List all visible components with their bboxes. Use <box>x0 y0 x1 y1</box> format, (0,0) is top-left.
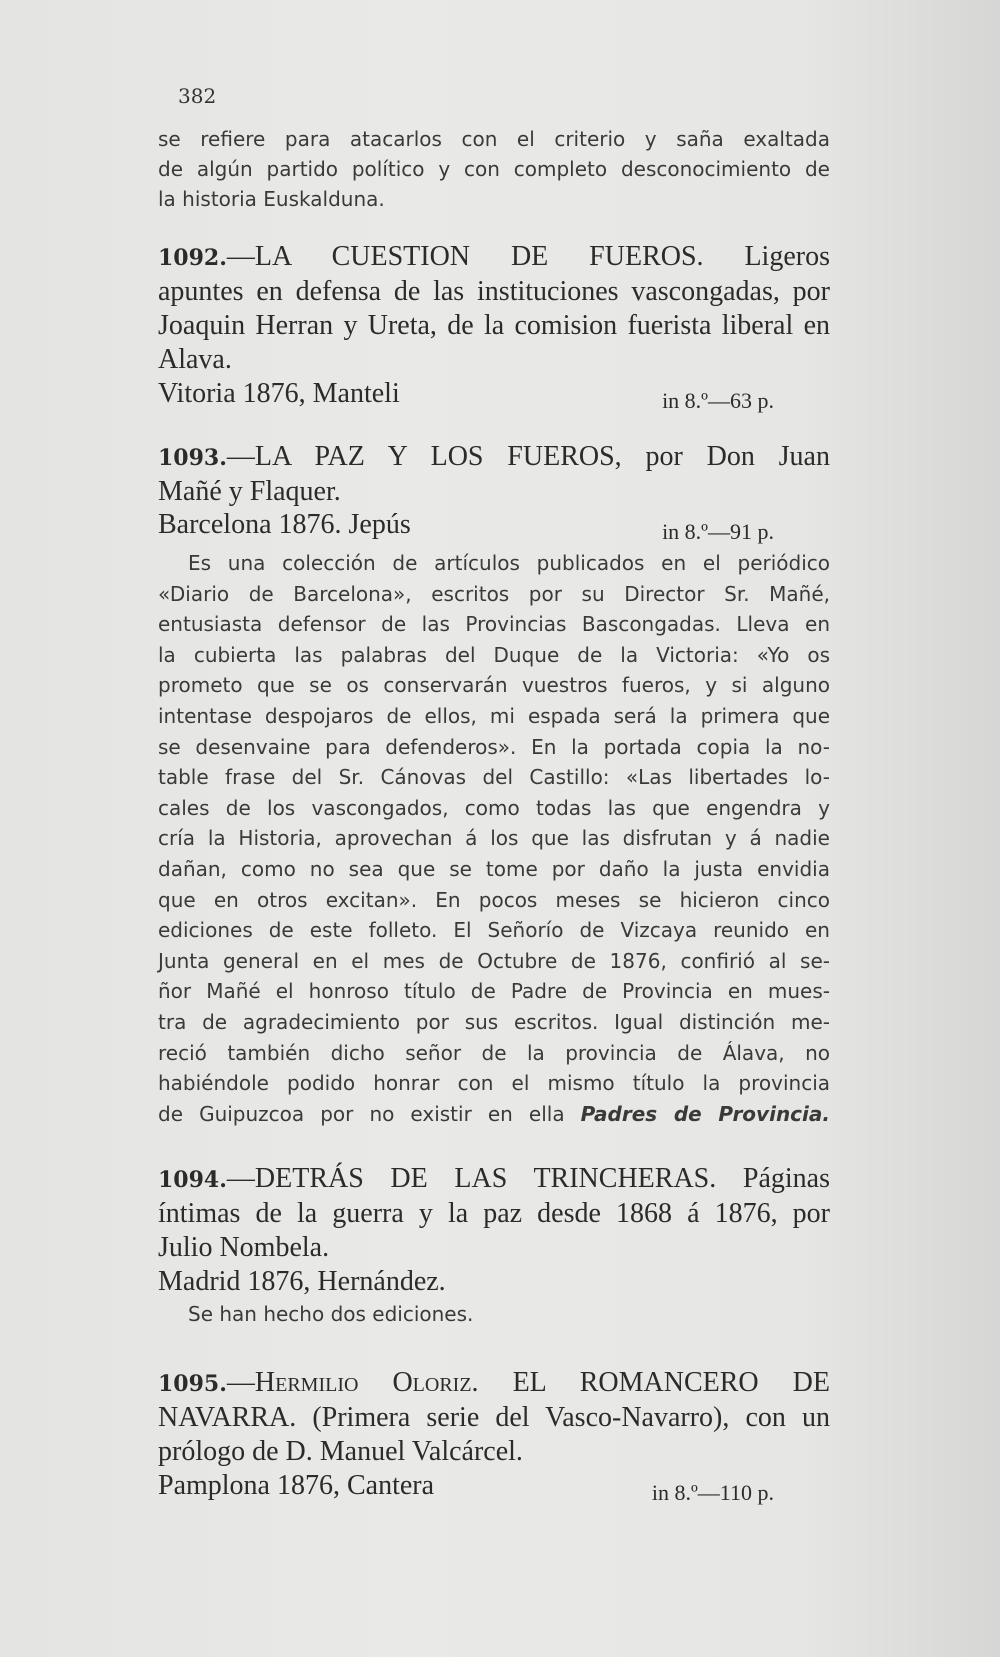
entry-line: prólogo de D. Manuel Valcárcel. <box>158 1436 523 1467</box>
entry-imprint: Pamplona 1876, Cantera <box>158 1470 435 1501</box>
entry-number: 1094. <box>158 1167 227 1193</box>
note-line: cales de los vascongados, como todas las que engendra y <box>158 795 830 820</box>
note-line: habiéndole podido honrar con el mismo título la provincia <box>158 1071 830 1096</box>
note-line: la cubierta las palabras del Duque de la Victoria: «Yo os <box>158 642 830 667</box>
note-line: dañan, como no sea que se tome por daño la justa envidia <box>158 856 830 881</box>
entry-line: NAVARRA. (Primera serie del Vasco-Navarro), con un <box>158 1402 830 1433</box>
intro-line: la historia Euskalduna. <box>158 187 385 211</box>
note-line: se desenvaine para defenderos». En la portada copia la no- <box>158 734 830 759</box>
note-line: cría la Historia, aprovechan á los que las disfrutan y á nadie <box>158 826 830 851</box>
intro-paragraph <box>158 124 830 214</box>
note-line: «Diario de Barcelona», escritos por su Director Sr. Mañé, <box>158 581 830 606</box>
entry-1092 <box>158 240 830 412</box>
entry-imprint: Madrid 1876, Hernández. <box>158 1266 446 1297</box>
note-line: prometo que se os conservarán vuestros fueros, y si alguno <box>158 673 830 698</box>
note-line: que en otros excitan». En pocos meses se hicieron cinco <box>158 887 830 912</box>
entry-1094 <box>158 1162 830 1299</box>
entry-number: 1092. <box>158 245 227 271</box>
note-line: reció también dicho señor de la provincia de Álava, no <box>158 1040 830 1065</box>
entry-imprint: Vitoria 1876, Manteli <box>158 378 400 409</box>
intro-line: se refiere para atacarlos con el criterio y saña exaltada <box>158 127 830 151</box>
entry-imprint-row <box>158 508 830 542</box>
page-number: 382 <box>178 84 217 108</box>
entry-title-line <box>158 1162 830 1197</box>
entry-1095 <box>158 1366 830 1504</box>
note-line: tra de agradecimiento por sus escritos. Igual distinción me- <box>158 1009 830 1034</box>
entry-line: apuntes en defensa de las instituciones vascongadas, por <box>158 276 830 307</box>
entry-title: —LA CUESTION DE FUEROS. Ligeros <box>226 241 830 272</box>
entry-1094-note <box>188 1302 788 1326</box>
entry-imprint-row <box>158 1469 830 1504</box>
note-line: Junta general en el mes de Octubre de 1876, confirió al se- <box>158 948 830 973</box>
entry-format: in 8.º—110 p. <box>651 1480 774 1505</box>
note-line: entusiasta defensor de las Provincias Bascongadas. Lleva en <box>158 612 830 637</box>
entry-imprint: Barcelona 1876. Jepús <box>158 509 411 540</box>
note-line: ñor Mañé el honroso título de Padre de Provincia en mues- <box>158 979 830 1004</box>
entry-format: in 8.º—91 p. <box>662 519 774 544</box>
note-line: Es una colección de artículos publicados en el periódico <box>188 551 830 575</box>
note-line: intentase despojaros de ellos, mi espada será la primera que <box>158 703 830 728</box>
entry-line: Alava. <box>158 344 232 375</box>
intro-line: de algún partido político y con completo desconocimiento de <box>158 157 830 181</box>
entry-imprint-row <box>158 377 830 412</box>
entry-format: in 8.º—63 p. <box>662 388 774 413</box>
entry-line: Julio Nombela. <box>158 1232 330 1263</box>
entry-title-line <box>158 440 830 475</box>
entry-1093-note <box>158 548 830 1129</box>
note-text: de Guipuzcoa por no existir en ella <box>158 1101 581 1126</box>
entry-author: —Hermilio Oloriz. <box>226 1367 479 1398</box>
entry-line: íntimas de la guerra y la paz desde 1868 á 1876, por <box>158 1198 830 1229</box>
entry-title-line <box>158 1366 830 1401</box>
entry-number: 1095. <box>158 1371 227 1397</box>
entry-line: Joaquin Herran y Ureta, de la comision fuerista liberal en <box>158 310 830 341</box>
entry-1093 <box>158 440 830 542</box>
note-last-line <box>158 1099 830 1130</box>
note-italic-text: Padres de Provincia. <box>580 1101 830 1126</box>
entry-title: —DETRÁS DE LAS TRINCHERAS. Páginas <box>226 1163 830 1194</box>
entry-line: Mañé y Flaquer. <box>158 476 341 507</box>
entry-title: —LA PAZ Y LOS FUEROS, por Don Juan <box>226 441 830 472</box>
note-line: Se han hecho dos ediciones. <box>188 1302 474 1326</box>
entry-number: 1093. <box>158 445 227 471</box>
note-line: table frase del Sr. Cánovas del Castillo: «Las libertades lo- <box>158 765 830 790</box>
entry-title: EL ROMANCERO DE <box>478 1367 830 1398</box>
note-line: ediciones de este folleto. El Señorío de Vizcaya reunido en <box>158 918 830 943</box>
entry-title-line <box>158 240 830 275</box>
